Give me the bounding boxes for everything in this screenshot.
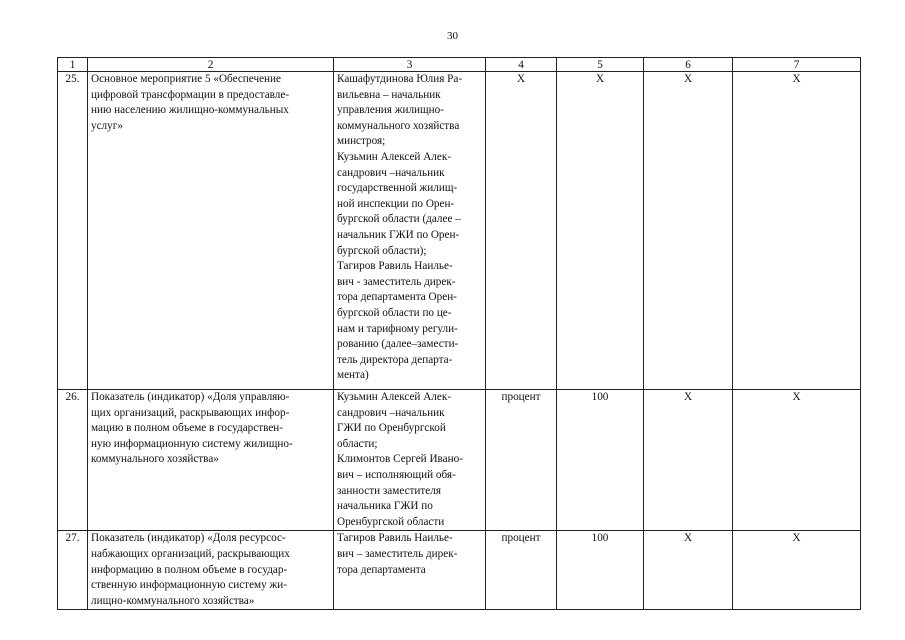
unit-cell: процент	[486, 531, 557, 610]
indicator-name: Показатель (индикатор) «Доля ресурсос- набжающих организаций, раскрывающих информацию в полном объеме в государ- ственную информационную систему жи- лищно-коммунального хозяйства»	[88, 531, 334, 610]
indicator-name: Показатель (индикатор) «Доля управляю- щих организаций, раскрывающих инфор- мацию в полном объеме в государствен- ную информационную систему жилищно- коммунального хозяйства»	[88, 390, 334, 531]
page-number: 30	[447, 30, 458, 42]
value-cell-6: X	[644, 390, 733, 531]
value-cell-6: X	[644, 72, 733, 390]
header-cell-4: 4	[486, 58, 557, 72]
header-cell-2: 2	[88, 58, 334, 72]
responsible-persons: Кашафутдинова Юлия Ра- вильевна – начальник управления жилищно- коммунального хозяйства минстроя; Кузьмин Алексей Алек- сандрович –начальник государственной жилищ- ной инспекции по Орен- бургской области (далее – начальник ГЖИ по Орен- бургской области); Тагиров Равиль Наилье- вич - заместитель дирек- тора департамента Орен- бургской области по це- нам и тарифному регули- рованию (далее–замести- тель директора департа- мента)	[334, 72, 486, 390]
value-cell-5: X	[557, 72, 644, 390]
header-cell-5: 5	[557, 58, 644, 72]
table-row	[58, 390, 861, 531]
value-cell-7: X	[733, 72, 861, 390]
table-row	[58, 531, 861, 610]
row-number: 26.	[58, 390, 88, 531]
responsible-persons: Тагиров Равиль Наилье- вич – заместитель дирек- тора департамента	[334, 531, 486, 610]
table-header-row	[58, 58, 861, 72]
responsible-persons: Кузьмин Алексей Алек- сандрович –начальник ГЖИ по Оренбургской области; Климонтов Сергей Ивано- вич – исполняющий обя- занности заместителя начальника ГЖИ по Оренбургской области	[334, 390, 486, 531]
value-cell-5: 100	[557, 390, 644, 531]
value-cell-7: X	[733, 390, 861, 531]
header-cell-7: 7	[733, 58, 861, 72]
activity-name: Основное мероприятие 5 «Обеспечение цифровой трансформации в предоставле- нию населению жилищно-коммунальных услуг»	[88, 72, 334, 390]
unit-cell: процент	[486, 390, 557, 531]
row-number: 25.	[58, 72, 88, 390]
value-cell-5: 100	[557, 531, 644, 610]
value-cell-6: X	[644, 531, 733, 610]
header-cell-6: 6	[644, 58, 733, 72]
header-cell-1: 1	[58, 58, 88, 72]
unit-cell: X	[486, 72, 557, 390]
header-cell-3: 3	[334, 58, 486, 72]
program-table	[57, 57, 861, 610]
table-row	[58, 72, 861, 390]
row-number: 27.	[58, 531, 88, 610]
value-cell-7: X	[733, 531, 861, 610]
